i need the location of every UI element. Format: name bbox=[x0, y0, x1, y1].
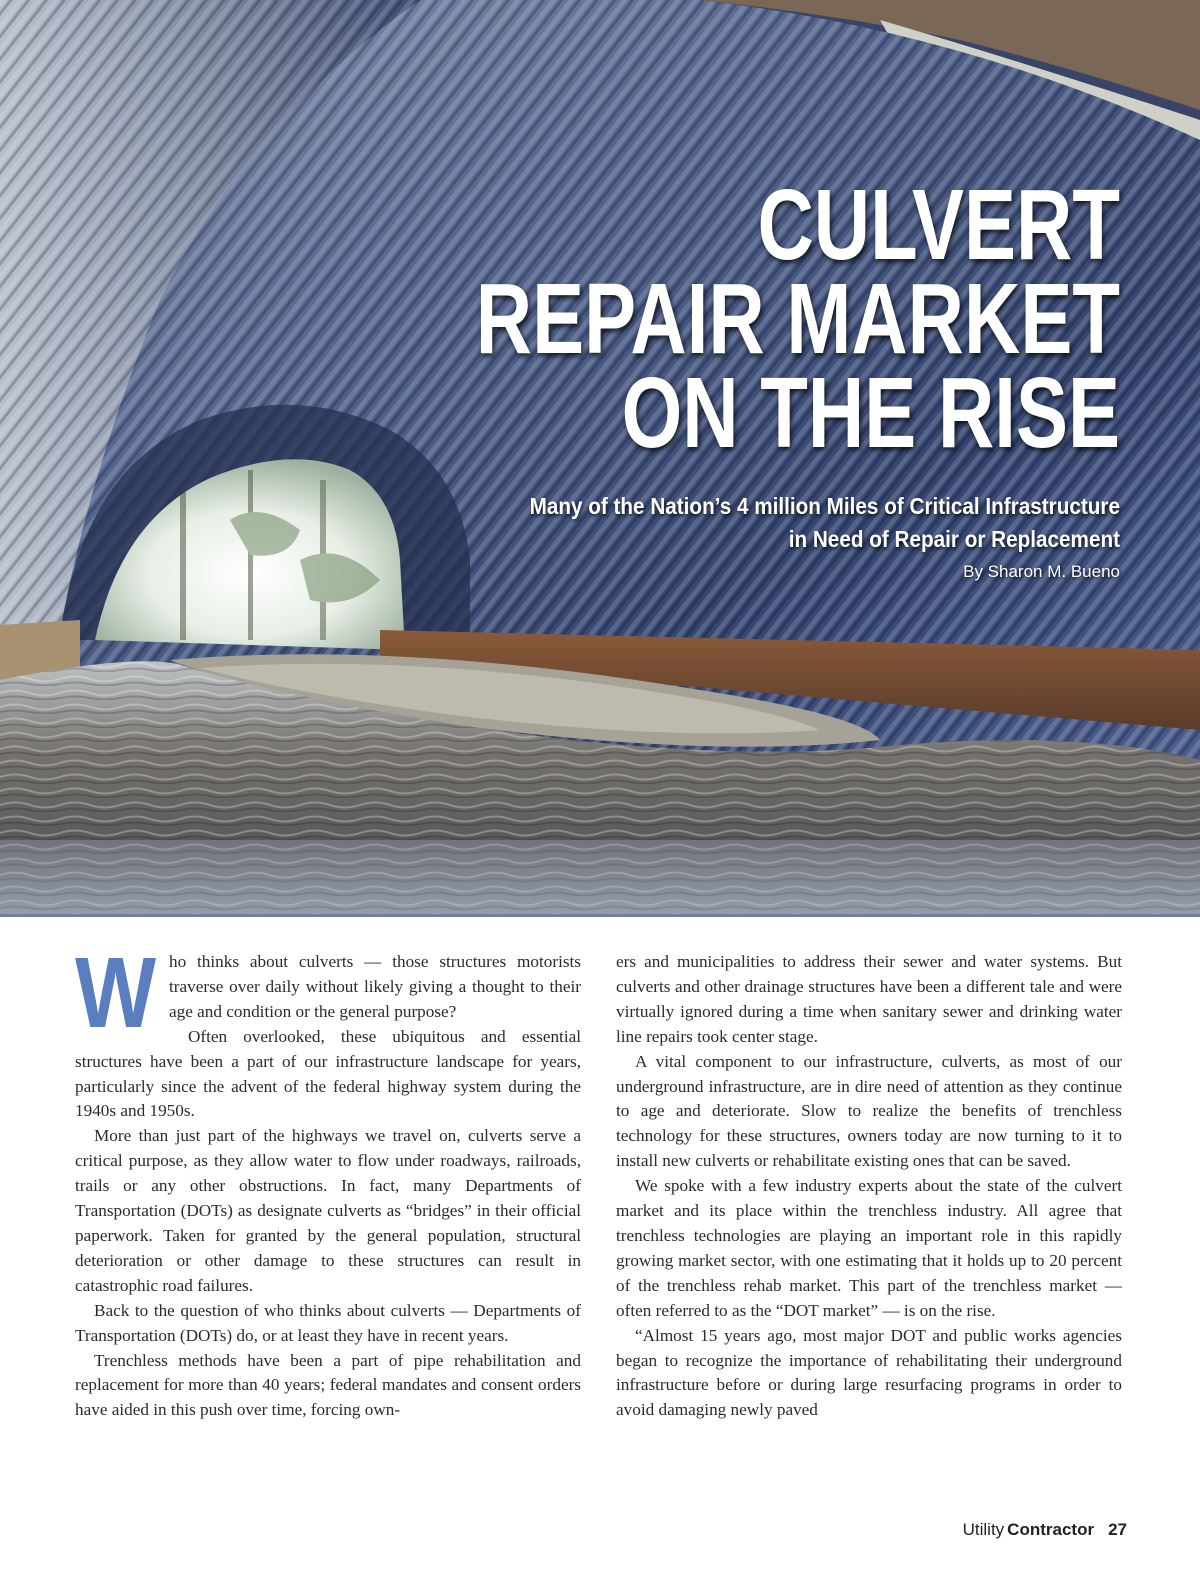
paragraph: A vital component to our infrastructure, culverts, as most of our underground infrastructure, are in dire need of attention as they continue to age and deteriorate. Slow to realize the benefits of trenchless technology for these structures, owners today are now turning to it to install new culverts or rehabilitate existing ones that can be saved. bbox=[616, 1051, 1122, 1171]
article-headline bbox=[418, 169, 1120, 469]
paragraph: Trenchless methods have been a part of pipe rehabilitation and replacement for more than 40 years; federal mandates and consent orders have aided in this push over time, forcing own- bbox=[75, 1350, 581, 1420]
byline: By Sharon M. Bueno bbox=[963, 562, 1120, 581]
column-left bbox=[75, 937, 581, 1423]
page-footer bbox=[963, 1520, 1127, 1540]
headline-line-1: CULVERT bbox=[757, 169, 1120, 281]
paragraph: Often overlooked, these ubiquitous and essential structures have been a part of our infrastructure landscape for years, particularly since the advent of the federal highway system during the 1940s and 1950s. bbox=[75, 1026, 581, 1121]
page-number: 27 bbox=[1108, 1520, 1127, 1539]
paragraph: We spoke with a few industry experts about the state of the culvert market and its place within the trenchless industry. All agree that trenchless technologies are playing an important role in this rapidly growing market sector, with one estimating that it holds up to 20 percent of the trenchless rehab market. This part of the trenchless market — often referred to as the “DOT market” — is on the rise. bbox=[616, 1176, 1122, 1320]
paragraph: More than just part of the highways we travel on, culverts serve a critical purpose, as they allow water to flow under roadways, railroads, trails or any other obstructions. In fact, many Departments of Transportation (DOTs) as designate culverts as “bridges” in their official paperwork. Taken for granted by the general population, structural deterioration or other damage to these structures can result in catastrophic road failures. bbox=[75, 1126, 581, 1295]
article-subheadline bbox=[310, 490, 1120, 556]
paragraph: Back to the question of who thinks about culverts — Departments of Transportation (DOTs) do, or at least they have in recent years. bbox=[75, 1300, 581, 1345]
magazine-name-part-1: Utility bbox=[962, 1520, 1005, 1539]
article-body bbox=[75, 937, 1122, 1470]
column-right bbox=[616, 950, 1122, 1423]
drop-cap: W bbox=[75, 937, 157, 1049]
paragraph: Who thinks about culverts — those structures motorists traverse over daily without likely giving a thought to their age and condition or the general purpose? bbox=[75, 937, 581, 1049]
paragraph: ers and municipalities to address their sewer and water systems. But culverts and other drainage structures have been a different tale and were virtually ignored during a time when sanitary sewer and drinking water line repairs took center stage. bbox=[616, 952, 1122, 1046]
subheadline-line-2: in Need of Repair or Replacement bbox=[788, 526, 1120, 552]
paragraph: “Almost 15 years ago, most major DOT and public works agencies began to recognize the importance of rehabilitating their underground infrastructure before or during large resurfacing programs in order to avoid damaging newly paved bbox=[616, 1325, 1122, 1420]
headline-line-3: ON THE RISE bbox=[621, 357, 1120, 469]
subheadline-line-1: Many of the Nation’s 4 million Miles of Critical Infrastructure bbox=[529, 493, 1120, 519]
photo-divider bbox=[0, 914, 1200, 917]
magazine-name-part-2: Contractor bbox=[1007, 1520, 1095, 1539]
headline-line-2: REPAIR MARKET bbox=[475, 263, 1120, 375]
